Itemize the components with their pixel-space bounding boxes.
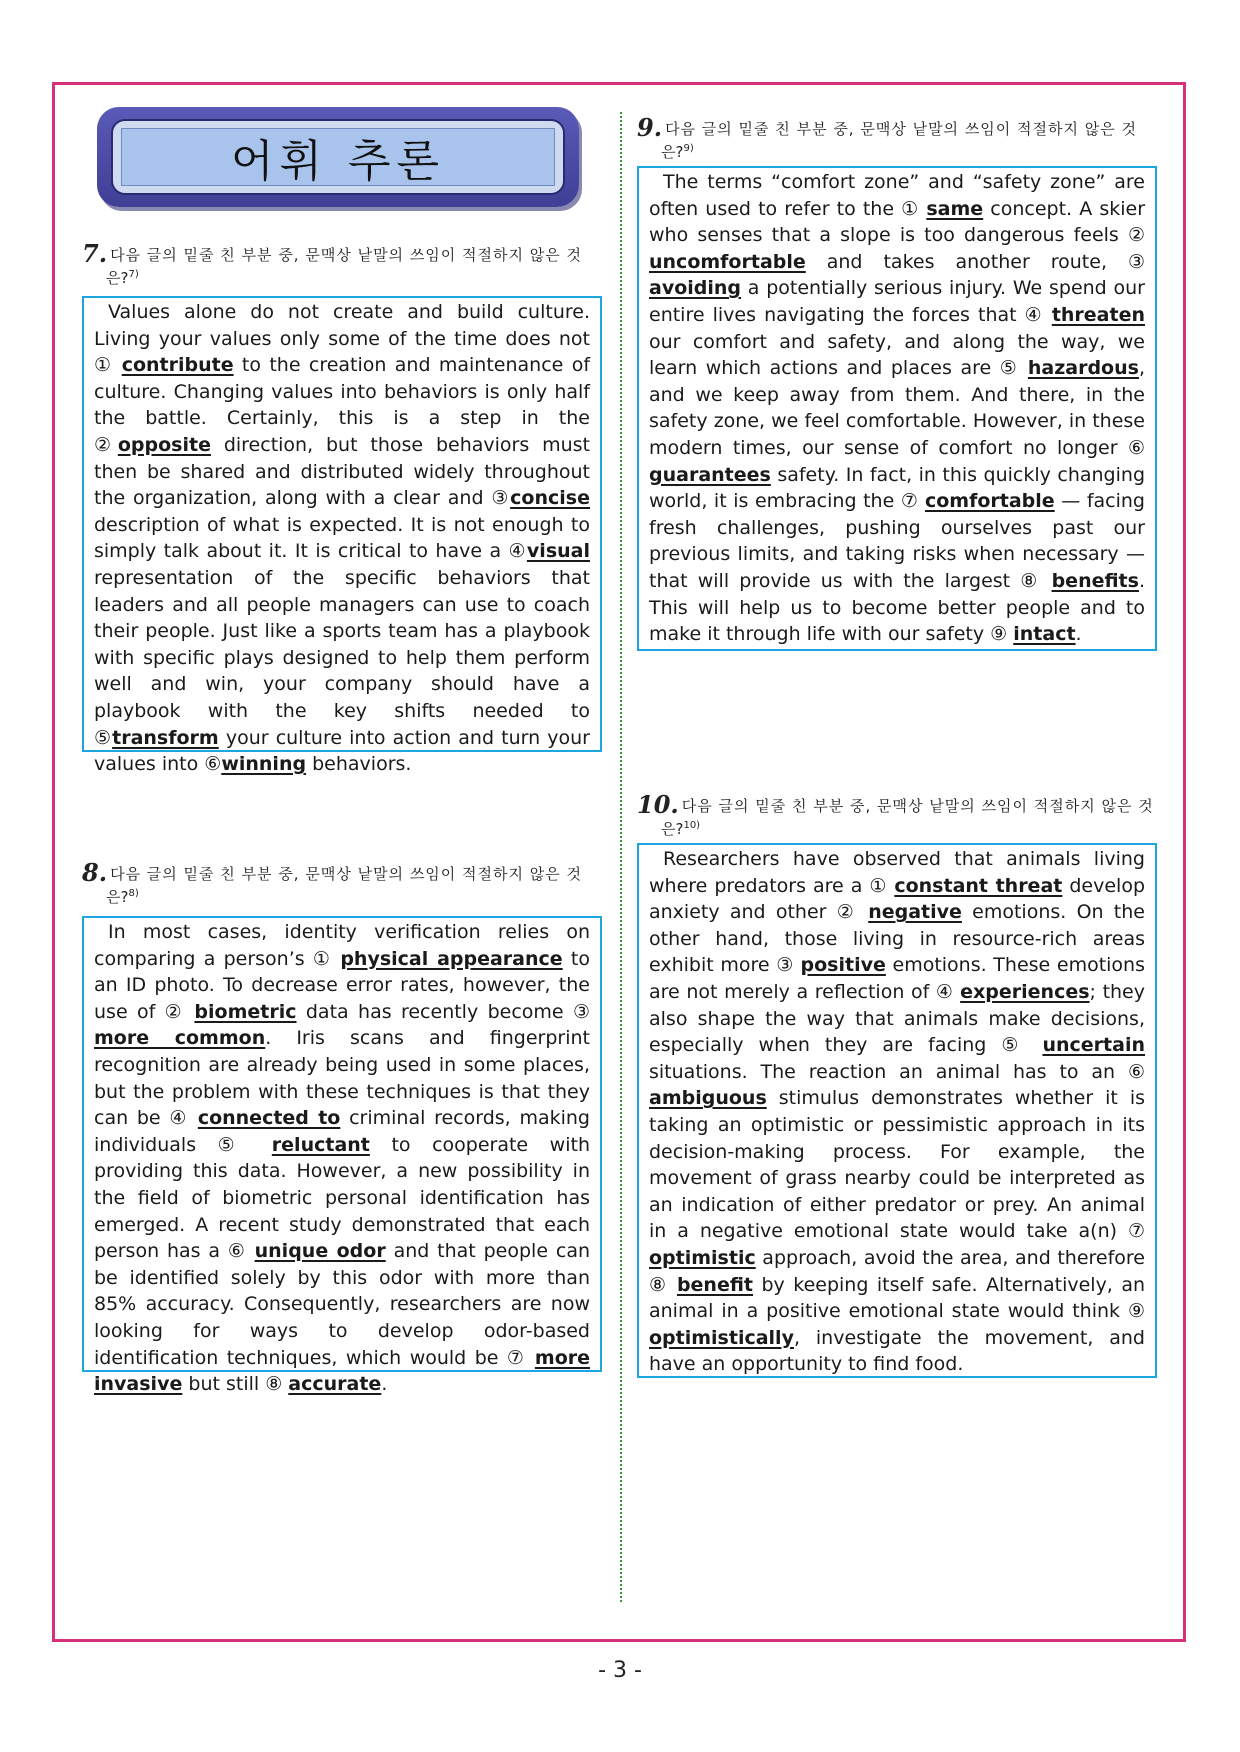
question-prompt: 다음 글의 밑줄 친 부분 중, 문맥상 낱말의 쓰임이 적절하지 않은 것 bbox=[110, 246, 583, 264]
passage-segment: , investigate the movement, and have an opportunity to find food. bbox=[649, 1326, 1145, 1376]
prompt-tail-text: 은? bbox=[661, 820, 684, 838]
question-number: 10. bbox=[637, 790, 679, 819]
passage-segment: The terms “comfort zone” and “safety zone” are often used to refer to the ① bbox=[649, 171, 1145, 220]
passage-segment: . bbox=[1075, 623, 1082, 646]
passage-segment: ; they also shape the way that animals make decisions, especially when they are facing ⑤ bbox=[649, 980, 1145, 1057]
underlined-word: intact bbox=[1013, 623, 1076, 646]
question-prompt-tail bbox=[637, 816, 1157, 839]
passage-segment: behaviors. bbox=[306, 753, 412, 776]
underlined-word: comfortable bbox=[924, 490, 1055, 513]
underlined-word: same bbox=[926, 197, 984, 220]
passage-segment: concept. A skier who senses that a slope is too dangerous feels ② bbox=[649, 197, 1146, 247]
question-10-header bbox=[637, 790, 1157, 839]
passage-segment: develop anxiety and other ② bbox=[649, 874, 1146, 924]
question-prompt: 다음 글의 밑줄 친 부분 중, 문맥상 낱말의 쓰임이 적절하지 않은 것 bbox=[110, 865, 583, 883]
passage-segment: . bbox=[381, 1373, 388, 1396]
passage-segment: to an ID photo. To decrease error rates, however, the use of ② bbox=[94, 947, 590, 1023]
passage-segment: . This will help us to become better people and to make it through life with our safety ⑨ bbox=[649, 569, 1145, 646]
question-7-header bbox=[82, 239, 602, 288]
underlined-word: guarantees bbox=[649, 463, 771, 486]
underlined-word: ambiguous bbox=[649, 1087, 767, 1110]
prompt-tail-text: 은? bbox=[661, 143, 684, 161]
question-7-passage bbox=[82, 296, 602, 776]
title-banner-face bbox=[121, 128, 555, 186]
underlined-word: reluctant bbox=[271, 1133, 370, 1156]
underlined-word: experiences bbox=[960, 980, 1090, 1003]
underlined-word: biometric bbox=[194, 1000, 297, 1023]
passage-segment: approach, avoid the area, and therefore ⑧ bbox=[649, 1246, 1145, 1296]
passage-segment: situations. The reaction an animal has to an ⑥ bbox=[649, 1060, 1145, 1083]
underlined-word: more common bbox=[94, 1027, 266, 1050]
passage-segment: emotions. These emotions are not merely a reflection of ④ bbox=[649, 954, 1145, 1003]
passage-segment: stimulus demonstrates whether it is taking an optimistic or pessimistic approach in its decision-making process. For example, the movement of grass nearby could be interpreted as an indication of either predator or prey. An animal in a negative emotional state would take a(n) ⑦ bbox=[649, 1087, 1145, 1243]
passage-segment: description of what is expected. It is not enough to simply talk about it. It is critical to have a ④ bbox=[94, 513, 590, 563]
passage-segment: representation of the specific behaviors that leaders and all people managers can use to coach their people. Just like a sports team has a playbook with specific plays designed to help them perform well and win, your company should have a playbook with the key shifts needed to ⑤ bbox=[94, 566, 590, 749]
passage-segment: and that people can be identified solely by this odor with more than 85% accuracy. Consequently, researchers are now looking for ways to develop odor-based identification techniques, which would be ⑦ bbox=[94, 1240, 590, 1369]
passage-text bbox=[94, 919, 590, 1398]
underlined-word: optimistic bbox=[649, 1246, 756, 1269]
underlined-word: constant threat bbox=[894, 874, 1063, 897]
footnote-marker: 10) bbox=[683, 820, 701, 831]
passage-segment: , and we keep away from them. And there, in the safety zone, we feel comfortable. However, in these modern times, our sense of comfort no longer ⑥ bbox=[649, 357, 1145, 459]
question-prompt-tail bbox=[82, 265, 602, 288]
underlined-word: positive bbox=[800, 954, 886, 977]
question-8-header bbox=[82, 858, 602, 907]
passage-segment: your culture into action and turn your values into ⑥ bbox=[94, 726, 590, 776]
underlined-word: accurate bbox=[288, 1373, 382, 1396]
passage-text bbox=[94, 299, 590, 778]
underlined-word: physical appearance bbox=[340, 947, 563, 970]
underlined-word: threaten bbox=[1051, 303, 1145, 326]
passage-segment: emotions. On the other hand, those living in resource-rich areas exhibit more ③ bbox=[649, 901, 1145, 977]
question-number: 8. bbox=[82, 858, 108, 887]
underlined-word: visual bbox=[526, 540, 590, 563]
title-banner bbox=[97, 107, 579, 207]
passage-segment: Values alone do not create and build culture. Living your values only some of the time does not ① bbox=[94, 301, 590, 377]
underlined-word: hazardous bbox=[1027, 357, 1139, 380]
question-prompt-tail bbox=[637, 139, 1157, 162]
passage-segment: to the creation and maintenance of culture. Changing values into behaviors is only half the battle. Certainly, this is a step in the ② bbox=[94, 354, 591, 456]
footnote-marker: 8) bbox=[128, 888, 139, 899]
question-8-passage bbox=[82, 916, 602, 1396]
passage-segment: safety. In fact, in this quickly changing world, it is embracing the ⑦ bbox=[649, 463, 1145, 513]
underlined-word: winning bbox=[221, 753, 307, 776]
underlined-word: benefit bbox=[676, 1273, 754, 1296]
question-9-header bbox=[637, 113, 1157, 162]
underlined-word: more invasive bbox=[94, 1346, 590, 1396]
underlined-word: uncomfortable bbox=[649, 250, 806, 273]
section-title: 어휘 추론 bbox=[230, 136, 445, 187]
passage-text bbox=[649, 846, 1145, 1378]
underlined-word: connected to bbox=[197, 1107, 341, 1130]
footnote-marker: 7) bbox=[128, 269, 139, 280]
question-prompt: 다음 글의 밑줄 친 부분 중, 문맥상 낱말의 쓰임이 적절하지 않은 것 bbox=[681, 797, 1154, 815]
underlined-word: opposite bbox=[117, 433, 211, 456]
passage-segment: direction, but those behaviors must then be shared and distributed widely throughout the organization, along with a clear and ③ bbox=[94, 433, 590, 510]
passage-segment: by keeping itself safe. Alternatively, an animal in a positive emotional state would think ⑨ bbox=[649, 1273, 1146, 1323]
passage-segment: — facing fresh challenges, pushing ourselves past our previous limits, and taking risks when necessary — that will provide us with the largest ⑧ bbox=[649, 490, 1145, 592]
underlined-word: concise bbox=[510, 487, 590, 510]
question-10-passage bbox=[637, 843, 1157, 1378]
underlined-word: uncertain bbox=[1042, 1034, 1145, 1057]
passage-segment: a potentially serious injury. We spend our entire lives navigating the forces that ④ bbox=[649, 277, 1145, 326]
underlined-word: avoiding bbox=[649, 277, 742, 300]
underlined-word: contribute bbox=[121, 354, 234, 377]
question-9-passage bbox=[637, 166, 1157, 651]
underlined-word: transform bbox=[112, 726, 219, 749]
prompt-tail-text: 은? bbox=[106, 888, 129, 906]
title-banner-inner bbox=[111, 119, 565, 195]
page-number: - 3 - bbox=[598, 1658, 642, 1683]
passage-segment: to cooperate with providing this data. However, a new possibility in the field of biometric personal identification has emerged. A recent study demonstrated that each person has a ⑥ bbox=[94, 1133, 590, 1263]
passage-segment: Researchers have observed that animals living where predators are a ① bbox=[649, 848, 1145, 897]
passage-segment: data has recently become ③ bbox=[296, 1000, 590, 1023]
question-number: 9. bbox=[637, 113, 663, 142]
passage-text bbox=[649, 169, 1145, 648]
question-prompt: 다음 글의 밑줄 친 부분 중, 문맥상 낱말의 쓰임이 적절하지 않은 것 bbox=[665, 120, 1138, 138]
passage-segment: criminal records, making individuals ⑤ bbox=[94, 1107, 590, 1156]
underlined-word: benefits bbox=[1051, 569, 1139, 592]
passage-segment: In most cases, identity verification relies on comparing a person’s ① bbox=[94, 921, 590, 970]
underlined-word: unique odor bbox=[254, 1240, 386, 1263]
underlined-word: optimistically bbox=[649, 1326, 794, 1349]
passage-segment: but still ⑧ bbox=[182, 1373, 289, 1396]
prompt-tail-text: 은? bbox=[106, 269, 129, 287]
passage-segment: our comfort and safety, and along the way, we learn which actions and places are ⑤ bbox=[649, 330, 1145, 380]
column-divider bbox=[620, 112, 622, 1602]
underlined-word: negative bbox=[868, 901, 962, 924]
passage-segment: . Iris scans and fingerprint recognition are already being used in some places, but the problem with these techniques is that they can be ④ bbox=[94, 1027, 590, 1130]
question-number: 7. bbox=[82, 239, 108, 268]
question-prompt-tail bbox=[82, 884, 602, 907]
passage-segment: and takes another route, ③ bbox=[805, 250, 1145, 273]
footnote-marker: 9) bbox=[683, 143, 694, 154]
